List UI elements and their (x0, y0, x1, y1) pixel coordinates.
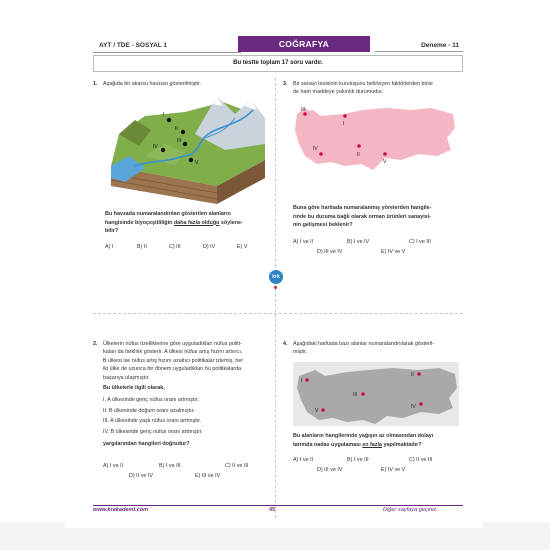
map-label-v: V (383, 159, 387, 165)
answer-options (293, 238, 463, 258)
header (93, 36, 463, 54)
option-a[interactable]: A) I (105, 244, 114, 250)
stem-line: nin gelişmesi beklenir? (293, 222, 353, 229)
option-d[interactable]: D) IV (203, 244, 216, 250)
question-3 (283, 80, 465, 300)
question-number: 2. (93, 341, 98, 347)
option-a[interactable]: A) I ve II (103, 463, 124, 469)
option-b[interactable]: B) I ve III (159, 463, 181, 469)
stem-line-2 (293, 441, 465, 450)
stem-part: tarımda nadas uygulaması (293, 441, 363, 448)
question-2 (93, 340, 271, 500)
option-d[interactable]: D) III ve IV (317, 467, 343, 473)
basin-label-i: I (163, 112, 165, 118)
map-label-iv: IV (313, 146, 318, 152)
exam-code: AYT / TDE - SOSYAL 1 (93, 40, 241, 53)
option-c[interactable]: C) II ve III (225, 463, 249, 469)
option-c[interactable]: C) III (169, 244, 181, 250)
map-label-iii: III (301, 107, 306, 113)
column-divider (275, 78, 276, 518)
option-e[interactable]: E) III ve IV (195, 473, 221, 479)
stem-line-1: Bu havzada numaralandırılan gösterilen alanların (105, 211, 231, 217)
exam-number: Deneme - 11 (375, 40, 463, 52)
question-number: 3. (283, 81, 288, 87)
next-page-note: Diğer sayfaya geçiniz. (383, 507, 438, 513)
question-stem (293, 432, 465, 449)
footer-rule (93, 505, 463, 506)
text-line: iki ülke de uzunca bir dönem uyguladıkları bu politikalarda (103, 366, 242, 373)
basin-label-v: V (195, 160, 199, 166)
statement-iv: IV. B ülkesinde genç nüfus oranı artmıştır. (103, 428, 203, 435)
map-label-v: V (315, 408, 319, 414)
text-line: B ülkesi ise nüfus artış hızını azaltıcı politikalar izlemiş, her (103, 357, 244, 364)
footer-url[interactable]: www.krakademi.com (93, 507, 149, 513)
statement-i: I. A ülkesinde genç nüfus oranı artmıştır. (103, 397, 199, 404)
text-line: başarıya ulaşmıştır. (103, 374, 150, 381)
option-d[interactable]: D) II ve IV (129, 473, 153, 479)
statement-list (103, 395, 273, 437)
option-b[interactable]: B) II (137, 244, 147, 250)
question-intro (293, 340, 465, 357)
map-label-iii: III (353, 392, 358, 398)
stem-line-1: Bu alanların hangilerinde yağışın az olmasından dolayı (293, 433, 434, 439)
map-label-i: I (343, 121, 345, 127)
basin-label-iii: III (177, 138, 182, 144)
question-text (103, 340, 273, 449)
option-a[interactable]: A) I ve II (293, 239, 314, 245)
answer-options (103, 462, 273, 482)
text-line: Ülkelerin nüfus özelliklerine göre uyguladıkları nüfus politi- (103, 341, 242, 347)
option-e[interactable]: E) IV ve V (381, 249, 406, 255)
option-c[interactable]: C) II ve III (409, 457, 433, 463)
statement-iii: III. A ülkesinde yaşlı nüfus oranı artmıştır. (103, 418, 202, 425)
basin-label-ii: II (175, 126, 178, 132)
option-b[interactable]: B) I ve III (347, 457, 369, 463)
turkey-map (291, 104, 459, 180)
question-stem (105, 210, 269, 236)
subject-title: COĞRAFYA (238, 36, 370, 52)
option-e[interactable]: E) IV ve V (381, 467, 406, 473)
question-intro: Aşağıda bir akarsu havzası gösterilmiştir. (103, 81, 201, 87)
logo-dot (274, 286, 277, 289)
question-number: 1. (93, 81, 98, 87)
map-label-ii: II (357, 152, 360, 158)
text-line: kaları da farklılık gösterir. A ülkesi nüfus artış hızını artırıcı, (103, 349, 243, 356)
map-label-i: I (301, 378, 303, 384)
option-c[interactable]: C) I ve III (409, 239, 431, 245)
question-intro (293, 80, 465, 97)
intro-line: Bir sanayi tesisinin kuruluşunu belirleyen faktörlerden birisi (293, 81, 433, 87)
question-line: yargılarından hangileri doğrudur? (103, 441, 190, 448)
turkey-map-grey (293, 362, 459, 426)
stem-part: söylene- (219, 219, 243, 226)
stem-part: yapılmaktadır? (382, 441, 422, 448)
option-b[interactable]: B) I ve IV (347, 239, 370, 245)
map-label-iv: IV (411, 404, 416, 410)
option-a[interactable]: A) I ve II (293, 457, 314, 463)
stem-emphasis: en fazla (362, 441, 382, 448)
option-d[interactable]: D) III ve IV (317, 249, 343, 255)
intro-line: de ham maddeye yakınlık durumudur. (293, 89, 384, 96)
answer-options (105, 243, 269, 253)
row-divider (93, 313, 463, 314)
river-basin-illustration (105, 94, 267, 204)
stem-emphasis: daha fazla olduğu (173, 219, 220, 226)
map-label-ii: II (411, 372, 414, 378)
question-stem (293, 204, 465, 230)
answer-options (293, 456, 463, 476)
question-count-notice: Bu testte toplam 17 soru vardır. (93, 55, 463, 72)
intro-line: miştir. (293, 349, 308, 356)
question-number: 4. (283, 341, 288, 347)
lead-line: Bu ülkelerle ilgili olarak, (103, 385, 165, 392)
basin-label-iv: IV (153, 144, 158, 150)
exam-page (65, 28, 483, 528)
stem-line: Buna göre haritada numaralanmış yörelerden hangile- (293, 205, 432, 211)
stem-line: rinde bu duruma bağlı olarak orman ürünleri sanayisi- (293, 213, 432, 220)
question-1 (93, 80, 271, 300)
page-number: 45 (269, 507, 276, 513)
stem-line-3: bilir? (105, 228, 119, 235)
option-e[interactable]: E) V (237, 244, 248, 250)
publisher-logo: krk (269, 270, 283, 284)
stem-line-2 (105, 219, 269, 228)
question-4 (283, 340, 465, 500)
intro-line: Aşağıdaki haritada bazı alanlar numaralandırılarak gösteril- (293, 341, 435, 347)
stem-part: hangisinde biyoçeşitliliğin (105, 219, 174, 226)
statement-ii: II. B ülkesinde doğum oranı azalmıştır. (103, 407, 195, 414)
